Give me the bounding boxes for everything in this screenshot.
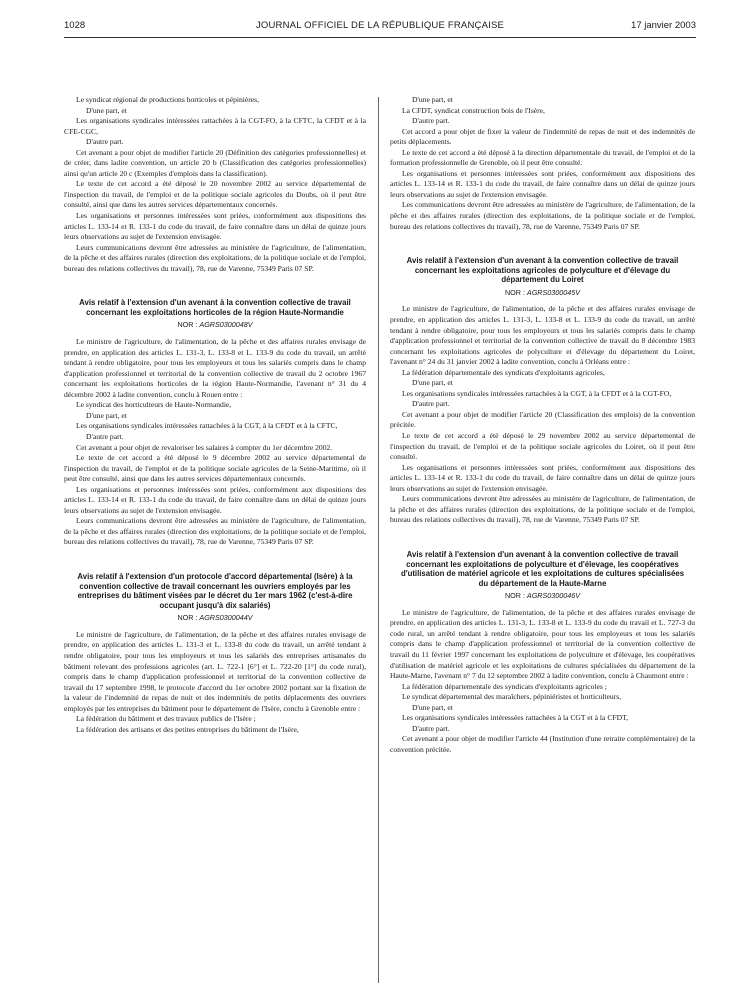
paragraph: Les organisations syndicales intéressées rattachées à la CGT, à la CFDT et à la CGT-FO, bbox=[402, 388, 672, 398]
paragraph: Cet avenant a pour objet de modifier l'article 44 (Institution d'une retraite complémentaire) de la convention précitée. bbox=[390, 734, 695, 754]
paragraph: Cet avenant a pour objet de modifier l'article 20 (Définition des catégories professionnelles) et de créer, dans ladite convention, un article 20 b (Classification des catégories professionnelles) ainsi qu'un article 20 c (Exemples d'emplois dans la classification). bbox=[64, 147, 366, 178]
paragraph: D'autre part. bbox=[412, 399, 450, 409]
left-column bbox=[64, 95, 366, 735]
paragraph: La fédération des artisans et des petites entreprises du bâtiment de l'Isère, bbox=[76, 724, 299, 734]
column-divider bbox=[378, 97, 379, 983]
nor-code: AGRS0300048V bbox=[199, 320, 253, 330]
paragraph: Cet avenant a pour objet de modifier l'article 20 (Classification des emplois) de la convention précitée. bbox=[390, 409, 695, 430]
nor-code: AGRS0300044V bbox=[199, 613, 253, 623]
notice-title: Avis relatif à l'extension d'un protocole d'accord départemental (Isère) à la convention collective de travail concernant les ouvriers employés par les entreprises du bâtiment visées par le décret du 1er mars 1962 (c'est-à-dire occupant jusqu'à dix salariés) bbox=[77, 571, 353, 610]
paragraph: Leurs communications devront être adressées au ministère de l'agriculture, de l'alimentation, de la pêche et des affaires rurales (direction des exploitations, de la politique sociale et de l'emploi, bureau des relations collectives du travail), 78, rue de Varenne, 75349 Paris 07 SP. bbox=[64, 242, 366, 273]
nor-reference bbox=[390, 591, 695, 602]
paragraph: Le texte de cet accord a été déposé à la direction départementale du travail, de l'emploi et de la formation professionnelle de Grenoble, où il peut être consulté. bbox=[390, 147, 695, 168]
paragraph: D'autre part. bbox=[86, 137, 124, 147]
paragraph: Le syndicat des horticulteurs de Haute-Normandie, bbox=[76, 400, 232, 410]
paragraph: Les organisations et personnes intéressées sont priées, conformément aux dispositions des articles L. 133-14 et R. 133-1 du code du travail, de faire connaître dans un délai de quinze jours leurs observations au sujet de l'extension envisagée. bbox=[390, 168, 695, 199]
notice-title: Avis relatif à l'extension d'un avenant à la convention collective de travail concernant les exploitations horticoles de la région Haute-Normandie bbox=[79, 298, 351, 317]
issue-date: 17 janvier 2003 bbox=[631, 20, 696, 31]
nor-label: NOR : bbox=[177, 320, 198, 330]
paragraph: Les organisations et personnes intéressées sont priées, conformément aux dispositions des articles L. 133-14 et R. 133-1 du code du travail, de faire connaître dans un délai de quinze jours leurs observations au sujet de l'extension envisagée. bbox=[64, 211, 366, 242]
nor-label: NOR : bbox=[504, 591, 525, 601]
paragraph: Les organisations et personnes intéressées sont priées, conformément aux dispositions des articles L. 133-14 et R. 133-1 du code du travail, de faire connaître dans un délai de quinze jours leurs observations au sujet de l'extension envisagée. bbox=[64, 484, 366, 515]
paragraph: Leurs communications devront être adressées au ministère de l'agriculture, de l'alimentation, de la pêche et des affaires rurales (direction des exploitations, de la politique sociale et de l'emploi, bureau des relations collectives du travail), 78, rue de Varenne, 75349 Paris 07 SP. bbox=[390, 494, 695, 525]
nor-reference bbox=[390, 288, 695, 299]
notice-title: Avis relatif à l'extension d'un avenant à la convention collective de travail concernant les exploitations agricoles de polyculture et d'élevage du département du Loiret bbox=[406, 256, 679, 285]
paragraph: Cet accord a pour objet de fixer la valeur de l'indemnité de repas de nuit et des indemnités de petits déplacements. bbox=[390, 126, 695, 147]
paragraph: Le ministre de l'agriculture, de l'alimentation, de la pêche et des affaires rurales envisage de prendre, en application des articles L. 131-3, L. 133-8 et L. 133-9 du code du travail, un arrêté tendant à rendre obligatoire, pour tous les employeurs et tous les salariés compris dans le champ d'application professionnel et territorial de la convention collective de travail du 2 octobre 1967 concernant les exploitations horticoles de la région Haute-Normandie, l'avenant n° 31 du 4 décembre 2002 à ladite convention, conclu à Rouen entre : bbox=[64, 337, 366, 399]
paragraph: Le ministre de l'agriculture, de l'alimentation, de la pêche et des affaires rurales envisage de prendre, en application des articles L. 131-3, L. 133-8 et L. 133-9 du code du travail et L. 727-3 du code rural, un arrêté tendant à rendre obligatoire, pour tous les employeurs et tous les salariés compris dans le champ d'application professionnel et territorial de la convention collective de travail du 11 février 1997 concernant les exploitations de polyculture et d'élevage, les coopératives d'utilisation de matériel agricole et les exploitations de cultures spécialisées du département de la Haute-Marne, l'avenant n° 7 du 12 septembre 2002 à ladite convention, conclu à Chaumont entre : bbox=[390, 607, 695, 681]
paragraph: La fédération du bâtiment et des travaux publics de l'Isère ; bbox=[76, 714, 256, 724]
paragraph: Les organisations syndicales intéressées rattachées à la CGT, à la CFDT et à la CFTC, bbox=[76, 421, 338, 431]
nor-reference bbox=[64, 613, 366, 624]
paragraph: D'autre part. bbox=[86, 431, 124, 441]
paragraph: La CFDT, syndicat construction bois de l'Isère, bbox=[402, 105, 545, 115]
paragraph: Le syndicat régional de productions horticoles et pépinières, bbox=[76, 95, 260, 104]
paragraph: Les organisations et personnes intéressées sont priées, conformément aux dispositions des articles L. 133-14 et R. 133-1 du code du travail, de faire connaître dans un délai de quinze jours leurs observations au sujet de l'extension envisagée. bbox=[390, 462, 695, 493]
paragraph: Le ministre de l'agriculture, de l'alimentation, de la pêche et des affaires rurales envisage de prendre, en application des articles L. 131-3 et L. 133-8 du code du travail, un arrêté tendant à rendre obligatoire, pour tous les employeurs et tous les salariés des entreprises artisanales du bâtiment relevant des professions agricoles (art. L. 722-1 [6°] et L. 722-20 [1°] du code rural), compris dans le champ d'application professionnel et territorial de la convention collective de travail du 17 septembre 1998, le protocole d'accord du 1er octobre 2002 portant sur la fixation de la valeur de l'indemnité de repas de nuit et des indemnités de petits déplacements des ouvriers employés par les entreprises du bâtiment pour le département de l'Isère, conclu à Grenoble entre : bbox=[64, 629, 366, 713]
paragraph: D'une part, et bbox=[412, 702, 453, 712]
nor-label: NOR : bbox=[504, 287, 525, 297]
page-header bbox=[64, 20, 696, 36]
paragraph: Le texte de cet accord a été déposé le 20 novembre 2002 au service départemental de l'inspection du travail, de l'emploi et de la politique sociale agricoles du Doubs, où il peut être consulté, ainsi que dans les autres services départementaux concernés. bbox=[64, 179, 366, 210]
notice-title: Avis relatif à l'extension d'un avenant à la convention collective de travail concernant les exploitations de polyculture et d'élevage, les coopératives d'utilisation de matériel agricole et les exploitations de cultures spécialisées du département de la Haute-Marne bbox=[400, 549, 685, 588]
paragraph: D'une part, et bbox=[412, 378, 453, 388]
paragraph: Cet avenant a pour objet de revaloriser les salaires à compter du 1er décembre 2002. bbox=[76, 442, 333, 452]
paragraph: La fédération départementale des syndicats d'exploitants agricoles ; bbox=[402, 681, 607, 691]
header-rule bbox=[64, 37, 696, 38]
nor-label: NOR : bbox=[177, 613, 198, 623]
nor-reference bbox=[64, 320, 366, 331]
journal-title: JOURNAL OFFICIEL DE LA RÉPUBLIQUE FRANÇAISE bbox=[255, 20, 505, 31]
nor-code: AGRS0300045V bbox=[526, 287, 581, 297]
paragraph: D'une part, et bbox=[86, 410, 127, 420]
paragraph: La fédération départementale des syndicats d'exploitants agricoles, bbox=[402, 367, 605, 377]
paragraph: Le texte de cet accord a été déposé le 29 novembre 2002 au service départemental de l'inspection du travail, de l'emploi et de la politique sociale agricoles du Loiret, où il peut être consulté. bbox=[390, 431, 695, 462]
paragraph: D'autre part. bbox=[412, 116, 450, 126]
paragraph: Les organisations syndicales intéressées rattachées à la CGT et à la CFDT, bbox=[402, 713, 629, 723]
page-number: 1028 bbox=[64, 20, 86, 31]
notice-isere bbox=[64, 572, 366, 735]
notice-haute-marne bbox=[390, 550, 695, 756]
paragraph: D'une part, et bbox=[412, 95, 453, 104]
paragraph: Les communications devront être adressées au ministère de l'agriculture, de l'alimentation, de la pêche et des affaires rurales (direction des exploitations, de la politique sociale et de l'emploi, bureau des relations collectives du travail), 78, rue de Varenne, 75349 Paris 07 SP. bbox=[390, 200, 695, 231]
paragraph: D'une part, et bbox=[86, 105, 127, 115]
notice-haute-normandie bbox=[64, 298, 366, 548]
paragraph: Le ministre de l'agriculture, de l'alimentation, de la pêche et des affaires rurales envisage de prendre, en application des articles L. 131-3, L. 133-8 et L. 133-9 du code du travail, un arrêté tendant à rendre obligatoire, pour tous les employeurs et tous les salariés compris dans le champ d'application professionnel et territorial de la convention collective de travail du 8 décembre 1983 concernant les exploitations agricoles de polyculture et d'élevage du département du Loiret, l'avenant n° 24 du 31 janvier 2002 à ladite convention, conclu à Orléans entre : bbox=[390, 304, 695, 367]
nor-code: AGRS0300046V bbox=[526, 591, 581, 601]
notice-loiret bbox=[390, 256, 695, 526]
paragraph: Le texte de cet accord a été déposé le 9 décembre 2002 au service départemental de l'inspection du travail, de l'emploi et de la politique sociale agricoles de la Seine-Maritime, où il peut être consulté, ainsi que dans les autres services départementaux concernés. bbox=[64, 453, 366, 484]
paragraph: D'autre part. bbox=[412, 723, 450, 733]
paragraph: Les organisations syndicales intéressées rattachées à la CGT-FO, à la CFTC, la CFDT et à la CFE-CGC, bbox=[64, 116, 366, 136]
paragraph: Leurs communications devront être adressées au ministère de l'agriculture, de l'alimentation, de la pêche et des affaires rurales (direction des exploitations, de la politique sociale et de l'emploi, bureau des relations collectives du travail), 78, rue de Varenne, 75349 Paris 07 SP. bbox=[64, 516, 366, 547]
paragraph: Le syndicat départemental des maraîchers, pépiniéristes et horticulteurs, bbox=[402, 692, 622, 702]
right-column bbox=[390, 95, 695, 756]
